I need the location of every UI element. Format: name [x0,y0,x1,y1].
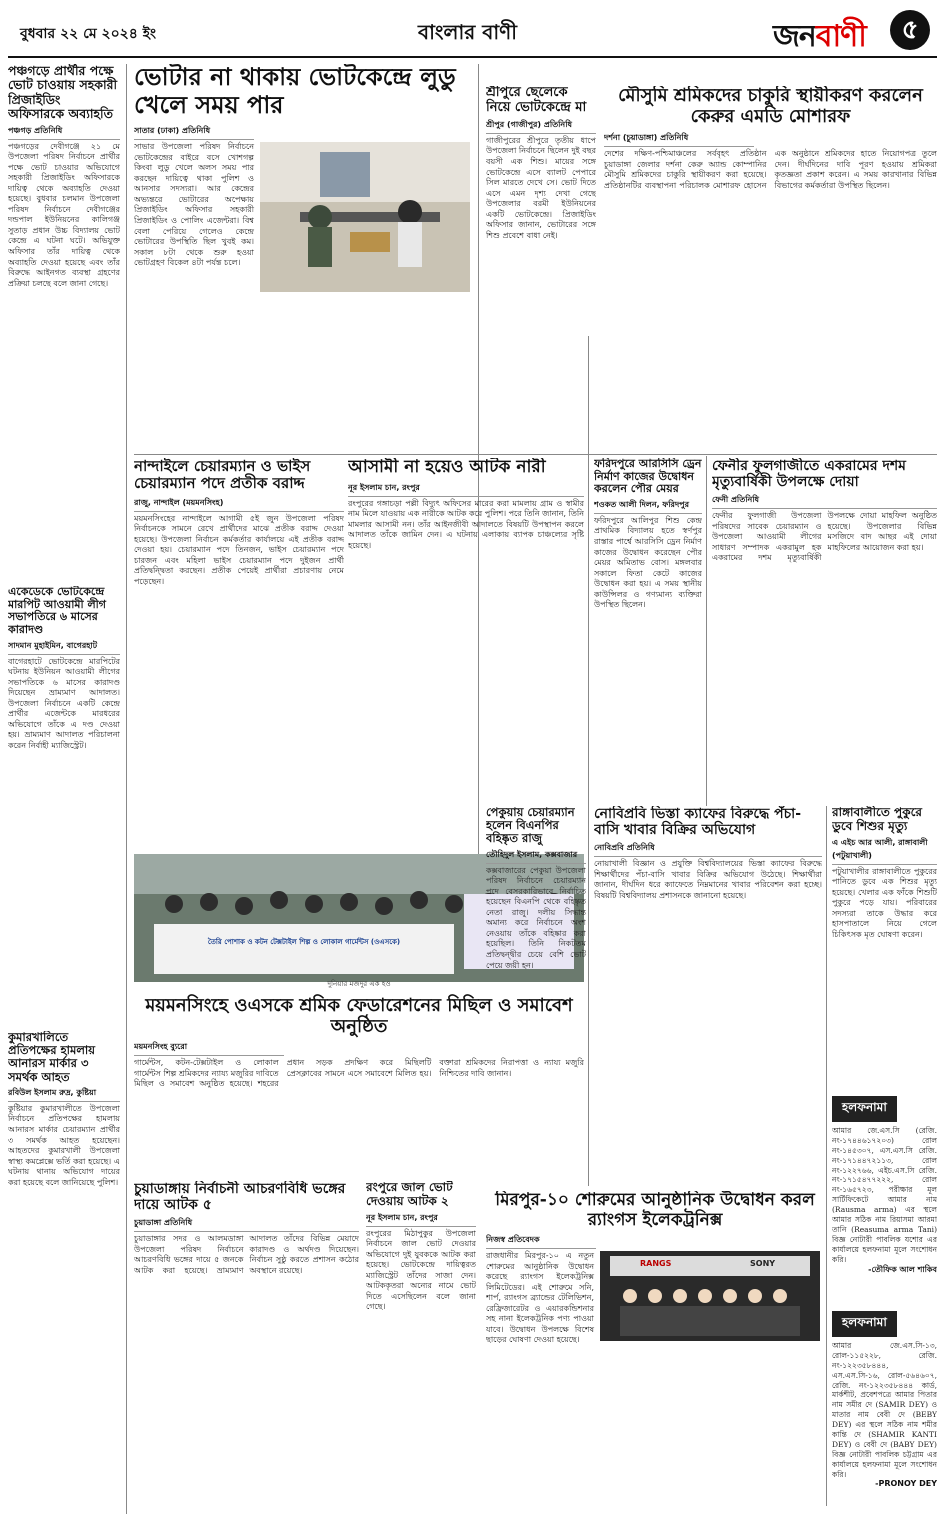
article-nandail [134,458,344,848]
headline: রাঙ্গাবালীতে পুকুরে ডুবে শিশুর মৃত্যু [832,806,923,833]
affidavit-body: আমার জে.এস.সি-১৩, রোল-১১৫২২৮, রেজি. নং-১২২৩৫৮৪৪৪, এস.এস.সি-১৬, রোল-৫৬৪৬০৭, রেজি. নং-১২২৩৫৮৪৪৪ কার্ড, মার্কশীট, প্রবেশপত্রে আমার পিতার নাম সমীর দে (SAMIR DEY) ও মাতার নাম বেবী দে (BEBY DEY) এর স্থলে সঠিক নাম শমীর কান্তি দে (SHAMIR KANTI DEY) ও বেবী দে (BABY DEY) বিজ্ঞ নোটারী পাবলিক চট্টগ্রাম এর কার্যালয়ে হলফনামা মূলে সংশোধন করি। [832,1341,937,1479]
column-rule [826,806,827,1506]
headline: পঞ্চগড়ে প্রার্থীর পক্ষে ভোট চাওয়ায় সহকারী প্রিজাইডিং অফিসারকে অব্যাহতি [8,64,118,122]
byline: ফেনী প্রতিনিধি [712,494,937,509]
article-sreepur [486,86,596,456]
newspaper-logo [773,12,866,63]
headline: ফরিদপুরে আরসিসি ড্রেন নির্মাণ কাজের উদ্বোধন করলেন পৌর মেয়র [594,458,702,496]
headline: নোবিপ্রবি ভিস্তা ক্যাফের বিরুদ্ধে পঁচা-বাসি খাবার বিক্রির অভিযোগ [594,806,802,839]
article-body: রংপুরের গঙ্গাচড়া পল্লী বিদ্যুৎ অফিসের মারের করা মামলায় গ্রাম ও স্বামীর নাম মিলে যাওয়ায় এক নারীকে আটক করে পুলিশ। পরে তিনি জানান, তিনি মামলার আসামী নন। তাঁর আইনজীবী আদালতে বিষয়টি উপস্থাপন করলে আদালত তাঁকে জামিন দেন। এ ঘটনায় এলাকায় ব্যাপক চাঞ্চল্যের সৃষ্টি হয়েছে। [348,498,584,550]
sign-rangs: RANGS [640,1259,672,1269]
article-bagerhat [8,586,120,1026]
article-rangpur-fake-vote [366,1181,476,1521]
byline: এ এইচ আর আলী, রাঙ্গাবালী (পটুয়াখালী) [832,837,937,865]
showroom-photo-block [600,1251,824,1346]
article-body: সাভার উপজেলা পরিষদ নির্বাচনে ভোটকেন্দ্রের বাইরে বসে খোশগল্প কিংবা লুডু খেলে অলস সময় পার করছেন দায়িত্বে থাকা পুলিশ ও আনসার সদস্যরা। আর কেন্দ্রের অভ্যন্তরে ভোটারের অপেক্ষায় প্রিজাইডিং অফিসার সহকারী প্রিজাইডিং ও পোলিং এজেন্টরা। বিশ্ব বেলা পেরিয়ে গেলেও কেন্দ্রে ভোটারের উপস্থিতি ছিল খুবই কম। সকাল ৮টা থেকে শুরু হওয়া ভোটগ্রহণ বিকেল ৪টা পর্যন্ত চলে। [134,142,254,268]
byline: ময়মনসিংহ ব্যুরো [134,1041,284,1056]
article-body: গার্মেন্টস, কটন-টেক্সটাইল ও লোকাল গার্মেন্টস শিল্প শ্রমিকদের ন্যায্য মজুরির দাবিতে মিছিল ও সমাবেশ অনুষ্ঠিত হয়েছে। শহরের প্রধান সড়ক প্রদক্ষিণ করে মিছিলটি প্রেসক্লাবের সামনে এসে সমাবেশে মিলিত হয়। বক্তারা শ্রমিকদের নিরাপত্তা ও ন্যায্য মজুরি নিশ্চিতের দাবি জানান। [134,1058,584,1089]
article-body: কক্সবাজারের পেকুয়া উপজেলা পরিষদ নির্বাচনে চেয়ারম্যান পদে বেসরকারিভাবে নির্বাচিত হয়েছেন বিএনপি থেকে বহিষ্কৃত নেতা রাজু। দলীয় সিদ্ধান্ত অমান্য করে নির্বাচনে অংশ নেওয়ায় তাঁকে বহিষ্কার করা হয়েছিল। তিনি নিকটতম প্রতিদ্বন্দ্বীর চেয়ে বেশি ভোট পেয়ে জয়ী হন। [486,865,586,970]
article-keru-workers [604,86,937,446]
byline: নোবিপ্রবি প্রতিনিধি [594,842,822,857]
headline: পেকুয়ায় চেয়ারম্যান হলেন বিএনপির বহিষ্কৃত রাজু [486,806,575,846]
article-faridpur-drain [594,458,702,798]
page-number-badge: ৫ [890,10,930,50]
byline: শ্রীপুর (গাজীপুর) প্রতিনিধি [486,119,596,134]
byline: রবিউল ইসলাম রুদ্র, কুষ্টিয়া [8,1087,120,1102]
headline: আসামী না হয়েও আটক নারী [348,458,546,477]
affidavit-notice-2 [832,1311,937,1521]
headline: একেডেকে ভোটকেন্দ্রে মারপিট আওয়ামী লীগ সভাপতিরে ৬ মাসের কারাদণ্ড [8,586,107,636]
section-name: বাংলার বাণী [418,20,517,44]
headline: চুয়াডাঙ্গায় নির্বাচনী আচরণবিধি ভঙ্গের দায়ে আটক ৫ [134,1181,346,1214]
affidavit-signature: -তৌফিক আল শাকিব [868,1265,937,1275]
article-feni-prayer [712,458,937,798]
showroom-photo [600,1251,820,1341]
article-body: ফরিদপুরে আলিপুর শিশু কেন্দ্র প্রাথমিক বিদ্যালয় হতে স্বর্ণপুর রাস্তার পার্শ্বে আরসিসি ড্রেন নির্মাণ কাজের উদ্বোধন করেছেন পৌর মেয়র অমিতাভ বোস। মঙ্গলবার সকালে ফিতা কেটে কাজের উদ্বোধন করা হয়। এ সময় স্থানীয় কাউন্সিলর ও গণ্যমান্য ব্যক্তিরা উপস্থিত ছিলেন। [594,515,702,610]
article-body: রাজধানীর মিরপুর-১০ এ নতুন শোরুমের আনুষ্ঠানিক উদ্বোধন করেছে র‍্যাংগস ইলেকট্রনিক্স লিমিটেডের। এই শোরুমে সনি, শার্প, র‍্যাংগস ব্র্যান্ডের টেলিভিশন, রেফ্রিজারেটর ও এয়ারকন্ডিশনার সহ নানা ইলেকট্রনিক পণ্য পাওয়া যাবে। উদ্বোধন উপলক্ষে বিশেষ ছাড়ের ঘোষণা দেওয়া হয়েছে। [486,1251,594,1345]
headline: মিরপুর-১০ শোরুমের আনুষ্ঠানিক উদ্বোধন করল র‍্যাংগস ইলেকট্রনিক্স [495,1191,815,1230]
affidavit-heading: হলফনামা [832,1311,897,1337]
photo-caption: দুনিয়ার মজদুর এক হও [327,980,391,988]
article-body: গাজীপুরের শ্রীপুরে তৃতীয় ধাপে উপজেলা নির্বাচনে ছিলেন দুই বছর বয়সী এক শিশু। মায়ের সঙ্গে ভোটকেন্দ্রে এসে ব্যালট পেপারে সিল মারতে দেখে সে। ভোট দিতে এসে এমন দৃশ্য দেখা গেছে উপজেলার বরমী ইউনিয়নের একটি ভোটকেন্দ্রে। প্রিজাইডিং অফিসার জানান, ভোটারের সঙ্গে শিশু প্রবেশে বাধা নেই। [486,135,596,240]
article-body: পটুয়াখালীর রাঙ্গাবালীতে পুকুরের পানিতে ডুবে এক শিশুর মৃত্যু হয়েছে। খেলার এক ফাঁকে শিশুটি পুকুরে পড়ে যায়। পরিবারের সদস্যরা তাকে উদ্ধার করে হাসপাতালে নিয়ে গেলে চিকিৎসক মৃত ঘোষণা করেন। [832,866,937,939]
article-body: কুষ্টিয়ার কুমারখালীতে উপজেলা নির্বাচনে প্রতিপক্ষের হামলায় আনারস মার্কার চেয়ারম্যান প্রার্থীর ৩ সমর্থক আহত হয়েছেন। আহতদের কুমারখালী উপজেলা স্বাস্থ্য কমপ্লেক্সে ভর্তি করা হয়েছে। এ ঘটনায় থানায় অভিযোগ দায়ের করা হয়েছে বলে জানিয়েছে পুলিশ। [8,1103,120,1187]
byline: শওকত আলী দিলন, ফরিদপুর [594,499,702,514]
column-rule [588,336,589,1186]
article-body: ফেনীর ফুলগাজী উপজেলা পরিষদের সাবেক চেয়ারম্যান ও উপজেলা আওয়ামী লীগের সাধারণ সম্পাদক একরামুল হক একরামের দশম মৃত্যুবার্ষিকী উপলক্ষে দোয়া মাহফিল অনুষ্ঠিত হয়েছে। উপজেলার বিভিন্ন মসজিদে বাদ আছর এই দোয়া মাহফিলের আয়োজন করা হয়। [712,511,937,563]
byline: সাতার (ঢাকা) প্রতিনিধি [134,125,254,140]
ludo-photo [260,142,470,292]
article-kumarkhali [8,1031,120,1521]
article-body: নোয়াখালী বিজ্ঞান ও প্রযুক্তি বিশ্ববিদ্যালয়ের ভিস্তা ক্যাফের বিরুদ্ধে শিক্ষার্থীদের পঁচা-বাসি খাবার বিক্রির অভিযোগ উঠেছে। শিক্ষার্থীরা জানান, দীর্ঘদিন ধরে ক্যাফেতে নিম্নমানের খাবার পরিবেশন করা হচ্ছে। বিষয়টি বিশ্ববিদ্যালয় প্রশাসনকে জানানো হয়েছে। [594,859,822,900]
logo-part-a: জন [773,19,816,54]
byline: চুয়াডাঙ্গা প্রতিনিধি [134,1217,359,1232]
byline: পঞ্চগড় প্রতিনিধি [8,125,120,140]
headline: ফেনীর ফুলগাজীতে একরামের দশম মৃত্যুবার্ষিকী উপলক্ষে দোয়া [712,458,906,491]
article-chuadanga [134,1181,359,1521]
byline: রাজু, নান্দাইল (ময়মনসিংহ) [134,497,344,512]
article-pekua [486,806,586,1186]
column-rule [126,64,127,1514]
article-body: দেশের দক্ষিণ-পশ্চিমাঞ্চলের সর্ববৃহৎ প্রতিষ্ঠান চুয়াডাঙ্গা জেলার দর্শনা কেরু অ্যান্ড কোম্পানির মৌসুমি শ্রমিকদের চাকুরি স্থায়ীকরণ করা হয়েছে। প্রতিষ্ঠানটির ব্যবস্থাপনা পরিচালক মোশারফ হোসেন এক অনুষ্ঠানে শ্রমিকদের হাতে নিয়োগপত্র তুলে দেন। দীর্ঘদিনের দাবি পূরণ হওয়ায় শ্রমিকরা কৃতজ্ঞতা প্রকাশ করেন। এ সময় কারখানার বিভিন্ন বিভাগের কর্মকর্তারা উপস্থিত ছিলেন। [604,149,937,191]
article-rangabali [832,806,937,1086]
affidavit-signature: -PRONOY DEY [875,1479,937,1489]
affidavit-notice-1 [832,1096,937,1306]
article-body: বাগেরহাটে ভোটকেন্দ্রে মারপিটের ঘটনায় ইউনিয়ন আওয়ামী লীগের সভাপতিকে ৬ মাসের কারাদণ্ড দিয়েছেন ভ্রাম্যমাণ আদালত। উপজেলা নির্বাচনে একটি কেন্দ্রে প্রার্থীর এজেন্টকে মারধরের অভিযোগে তাঁকে এ দণ্ড দেওয়া হয়। ভ্রাম্যমাণ আদালত পরিচালনা করেন নির্বাহী ম্যাজিস্ট্রেট। [8,656,120,750]
headline: ময়মনসিংহে ওএসকে শ্রমিক ফেডারেশনের মিছিল ও সমাবেশ অনুষ্ঠিত [145,995,573,1037]
article-ludo-voting [134,64,472,444]
column-rule [706,456,707,806]
byline: সাদমান মুহাইমিন, বাগেরহাট [8,640,120,655]
logo-part-b: বাণী [815,19,866,54]
byline: দর্শনা (চুয়াডাঙ্গা) প্রতিনিধি [604,132,754,147]
newspaper-page [8,6,937,1521]
article-rangs-showroom [486,1191,824,1521]
rally-banner-text: তৈরি পোশাক ও কটন টেক্সটাইল শিল্প ও লোকাল গার্মেন্টস (ওএসকে) [207,938,401,946]
headline: ভোটার না থাকায় ভোটকেন্দ্রে লুডু খেলে সময় পার [134,64,456,119]
byline: নূর ইসলাম চান, রংপুর [348,482,584,497]
sign-sony: SONY [750,1259,776,1269]
headline: মৌসুমি শ্রমিকদের চাকুরি স্থায়ীকরণ করলেন কেরুর এমডি মোশারফ [618,86,923,127]
affidavit-body: আমার জে.এস.সি (রেজি. নং-১৭৪৪৬১৭২০৩) রোল নং-১৪৫৩০৭, এস.এস.সি রেজি. নং-১৭১৪৪৭২১১৩, রোল নং-১২২৭৬৬, এইচ.এস.সি রেজি. নং-১৭১৫৪৭৭২২২, রোল নং-১৬৫৭২৩, পরীক্ষার মূল সার্টিফিকেটে আমার নাম (Rausma arma) এর স্থলে আমার সঠিক নাম রিয়াসমা আরমা তানি (Reasuma arma Tani) বিজ্ঞ নোটারী পাবলিক যশোর এর কার্যালয়ে হলফনামা মূলে সংশোধন করি। [832,1126,937,1264]
article-body: চুয়াডাঙ্গার সদর ও আলমডাঙ্গা উপজেলা পরিষদ নির্বাচনে আচরণবিধি ভঙ্গের দায়ে ৫ জনকে আটক করা হয়েছে। ভ্রাম্যমাণ আদালত তাঁদের বিভিন্ন মেয়াদে কারাদণ্ড ও অর্থদণ্ড দিয়েছেন। নির্বাচন সুষ্ঠু করতে প্রশাসন কঠোর অবস্থানে রয়েছে। [134,1234,359,1275]
article-panchagarh [8,64,120,584]
article-body: ময়মনসিংহের নান্দাইলে আগামী ৫ই জুন উপজেলা পরিষদ নির্বাচনকে সামনে রেখে প্রার্থীদের মাঝে প্রতীক বরাদ্দ দেওয়া হয়েছে। উপজেলা নির্বাচন কর্মকর্তার কার্যালয়ে এই প্রতীক বরাদ্দ দেওয়া হয়। চেয়ারম্যান পদে তিনজন, ভাইস চেয়ারম্যান পদে চারজন এবং মহিলা ভাইস চেয়ারম্যান পদে দুইজন প্রার্থী প্রতিদ্বন্দ্বিতা করছেন। প্রতীক পেয়েই প্রার্থীরা প্রচারণায় নেমে পড়েছেন। [134,513,344,586]
byline: নিজস্ব প্রতিবেদক [486,1234,596,1249]
affidavit-heading: হলফনামা [832,1096,897,1122]
photo-block [260,142,472,296]
article-body: রংপুরের মিঠাপুকুর উপজেলা নির্বাচনে জাল ভোট দেওয়ার অভিযোগে দুই যুবককে আটক করা হয়েছে। ভোটকেন্দ্রে দায়িত্বরত ম্যাজিস্ট্রেট তাঁদের সাজা দেন। আটককৃতরা অন্যের নামে ভোট দিতে এসেছিলেন বলে জানা গেছে। [366,1228,476,1312]
headline: শ্রীপুরে ছেলেকে নিয়ে ভোটকেন্দ্রে মা [486,86,587,115]
masthead [8,6,937,58]
headline: নান্দাইলে চেয়ারম্যান ও ভাইস চেয়ারম্যান পদে প্রতীক বরাদ্দ [134,458,311,493]
article-nstu-cafe [594,806,822,1186]
article-arrested-woman [348,458,584,848]
section-rule [134,454,937,455]
article-body: পঞ্চগড়ের দেবীগঞ্জে ২১ মে উপজেলা পরিষদ নির্বাচনে প্রার্থীর পক্ষে ভোট চাওয়ার অভিযোগে সহকারী প্রিজাইডিং অফিসারকে দায়িত্ব থেকে অব্যাহতি দেওয়া হয়েছে। বুধবার চলমান উপজেলা পরিষদ নির্বাচনে দেবীগঞ্জের দন্ডপাল ইউনিয়নের কালিগঞ্জ সুতাড় প্রধান উচ্চ বিদ্যালয় ভোট কেন্দ্রে এ ঘটনা ঘটে। অভিযুক্ত অফিসার তাঁর দায়িত্ব থেকে অব্যাহতি দেওয়া হয়েছে এবং তাঁর বিরুদ্ধে আইনগত ব্যবস্থা গ্রহণের প্রক্রিয়া চলছে বলে জানা গেছে। [8,141,120,288]
headline: রংপুরে জাল ভোট দেওয়ায় আটক ২ [366,1181,453,1208]
byline: তৌহিদুল ইসলাম, কক্সবাজার [486,849,586,864]
byline: নূর ইসলাম চান, রংপুর [366,1212,476,1227]
headline: কুমারখালিতে প্রতিপক্ষের হামলায় আনারস মার্কার ৩ সমর্থক আহত [8,1031,96,1084]
issue-date: বুধবার ২২ মে ২০২৪ ইং [20,26,157,42]
